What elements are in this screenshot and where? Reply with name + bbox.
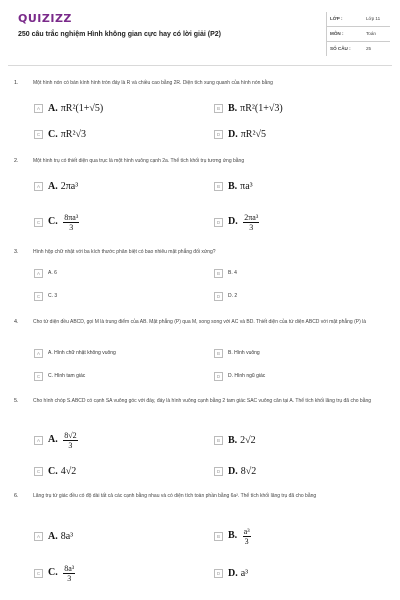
subject-value: Toán	[366, 31, 376, 36]
option-box: B	[214, 182, 223, 191]
meta-divider	[326, 26, 390, 27]
option-text: C. 3	[48, 293, 58, 299]
option-c[interactable]	[34, 369, 85, 383]
question-text: Một hình nón có bán kính hình tròn đáy là R và chiều cao bằng 2R. Diện tích xung quanh của hình nón bằng	[33, 80, 273, 86]
option-text: B. 4	[228, 270, 237, 276]
option-letter: C.	[48, 128, 58, 140]
option-b[interactable]	[214, 524, 251, 548]
option-fraction	[243, 213, 259, 232]
option-box: D	[214, 467, 223, 476]
meta-divider	[326, 41, 390, 42]
question-text: Cho tứ diện đều ABCD, gọi M là trung điểm của AB. Mặt phẳng (P) qua M, song song với AC và BD. Thiết diện của tứ diện ABCD với mặt phẳng (P) là	[33, 319, 367, 325]
option-text: a³	[240, 567, 249, 579]
option-c[interactable]	[34, 127, 86, 141]
question-number: 1.	[14, 80, 19, 86]
option-fraction	[243, 527, 251, 546]
fraction-denominator: 3	[244, 536, 249, 546]
header-divider	[8, 65, 392, 66]
option-d[interactable]	[214, 369, 265, 383]
question-text: Cho hình chóp S.ABCD có cạnh SA vuông góc với đáy, đáy là hình vuông cạnh bằng 2 tam giác SAC vuông cân tại A. Thể tích khối lăng trụ đã cho bằng	[33, 398, 372, 404]
fraction-numerator: 8πa³	[64, 212, 79, 222]
option-a[interactable]	[34, 428, 78, 452]
option-c[interactable]	[34, 561, 75, 585]
class-value: Lớp 11	[366, 16, 381, 21]
option-box: C	[34, 372, 43, 381]
option-text: 2πa³	[60, 180, 79, 192]
option-letter: A.	[48, 530, 58, 542]
question-text: Một hình trụ có thiết diện qua trục là một hình vuông cạnh 2a. Thể tích khối trụ tương ứng bằng	[33, 158, 245, 164]
option-d[interactable]	[214, 210, 259, 234]
meta-divider	[326, 12, 327, 56]
option-box: C	[34, 569, 43, 578]
question-text: Lăng trụ tứ giác đều có độ dài tất cả các cạnh bằng nhau và có diện tích toàn phần bằng 6a². Thể tích khối lăng trụ đã cho bằng	[33, 493, 317, 499]
option-text: 8√2	[240, 465, 257, 477]
option-fraction	[63, 431, 77, 450]
option-box: A	[34, 532, 43, 541]
option-letter: D.	[228, 465, 238, 477]
option-box: D	[214, 292, 223, 301]
option-text: πR²(1+√3)	[240, 102, 283, 114]
option-box: A	[34, 269, 43, 278]
fraction-denominator: 3	[69, 222, 74, 232]
option-letter: C.	[48, 567, 58, 579]
option-box: A	[34, 182, 43, 191]
class-label: LỚP :	[330, 16, 343, 21]
document-header	[0, 0, 400, 60]
option-text: 2√2	[240, 434, 256, 446]
option-c[interactable]	[34, 464, 76, 478]
option-box: B	[214, 532, 223, 541]
fraction-denominator: 3	[67, 573, 72, 583]
option-text: 4√2	[60, 465, 77, 477]
question-number: 6.	[14, 493, 19, 499]
question-number: 2.	[14, 158, 19, 164]
option-text: D. 2	[228, 293, 238, 299]
option-box: A	[34, 349, 43, 358]
option-text: D. Hình ngũ giác	[228, 373, 266, 379]
option-box: D	[214, 218, 223, 227]
option-box: A	[34, 104, 43, 113]
option-d[interactable]	[214, 464, 256, 478]
option-text: πR²√3	[60, 128, 86, 140]
option-box: B	[214, 269, 223, 278]
option-text: πR²√5	[240, 128, 266, 140]
option-text: A. 6	[48, 270, 57, 276]
option-letter: A.	[48, 102, 58, 114]
option-letter: B.	[228, 530, 238, 542]
option-box: B	[214, 436, 223, 445]
option-letter: B.	[228, 434, 238, 446]
option-box: D	[214, 130, 223, 139]
fraction-denominator: 3	[249, 222, 254, 232]
option-a[interactable]	[34, 266, 57, 280]
document-title: 250 câu trắc nghiệm Hình không gian cực hay có lời giải (P2)	[18, 31, 221, 38]
option-b[interactable]	[214, 179, 253, 193]
subject-label: MÔN :	[330, 31, 344, 36]
option-text: A. Hình chữ nhật không vuông	[48, 350, 116, 356]
fraction-numerator: 2πa³	[244, 212, 259, 222]
option-box: B	[214, 349, 223, 358]
option-box: A	[34, 436, 43, 445]
option-box: C	[34, 467, 43, 476]
option-text: πR²(1+√5)	[60, 102, 104, 114]
option-d[interactable]	[214, 289, 237, 303]
option-text: B. Hình vuông	[228, 350, 260, 356]
option-letter: B.	[228, 180, 238, 192]
question-number: 3.	[14, 249, 19, 255]
option-fraction	[63, 564, 75, 583]
option-d[interactable]	[214, 127, 266, 141]
option-letter: C.	[48, 216, 58, 228]
option-box: B	[214, 104, 223, 113]
count-label: SỐ CÂU :	[330, 46, 351, 51]
question-text: Hình hộp chữ nhật với ba kích thước phân biệt có bao nhiêu mặt phẳng đối xứng?	[33, 249, 216, 255]
count-value: 25	[366, 46, 372, 51]
option-text: 8a³	[60, 530, 74, 542]
option-letter: D.	[228, 567, 238, 579]
option-b[interactable]	[214, 266, 237, 280]
option-a[interactable]	[34, 346, 116, 360]
option-text: C. Hình tam giác	[48, 373, 86, 379]
fraction-numerator: a³	[243, 526, 250, 536]
question-number: 4.	[14, 319, 19, 325]
option-box: C	[34, 218, 43, 227]
option-box: D	[214, 372, 223, 381]
option-text: πa³	[240, 180, 253, 192]
option-a[interactable]	[34, 179, 78, 193]
option-letter: D.	[228, 216, 238, 228]
option-b[interactable]	[214, 433, 256, 447]
option-letter: A.	[48, 434, 58, 446]
fraction-denominator: 3	[68, 440, 73, 450]
fraction-numerator: 8a³	[64, 563, 75, 573]
option-letter: C.	[48, 465, 58, 477]
option-c[interactable]	[34, 210, 79, 234]
option-box: C	[34, 292, 43, 301]
option-d[interactable]	[214, 566, 248, 580]
option-fraction	[63, 213, 79, 232]
option-letter: D.	[228, 128, 238, 140]
option-c[interactable]	[34, 289, 57, 303]
option-box: C	[34, 130, 43, 139]
option-b[interactable]	[214, 101, 283, 115]
quizizz-logo: QUIZIZZ	[18, 12, 72, 25]
option-letter: A.	[48, 180, 58, 192]
option-b[interactable]	[214, 346, 260, 360]
option-box: D	[214, 569, 223, 578]
option-a[interactable]	[34, 529, 73, 543]
option-letter: B.	[228, 102, 238, 114]
question-number: 5.	[14, 398, 19, 404]
option-a[interactable]	[34, 101, 103, 115]
fraction-numerator: 8√2	[64, 430, 77, 440]
